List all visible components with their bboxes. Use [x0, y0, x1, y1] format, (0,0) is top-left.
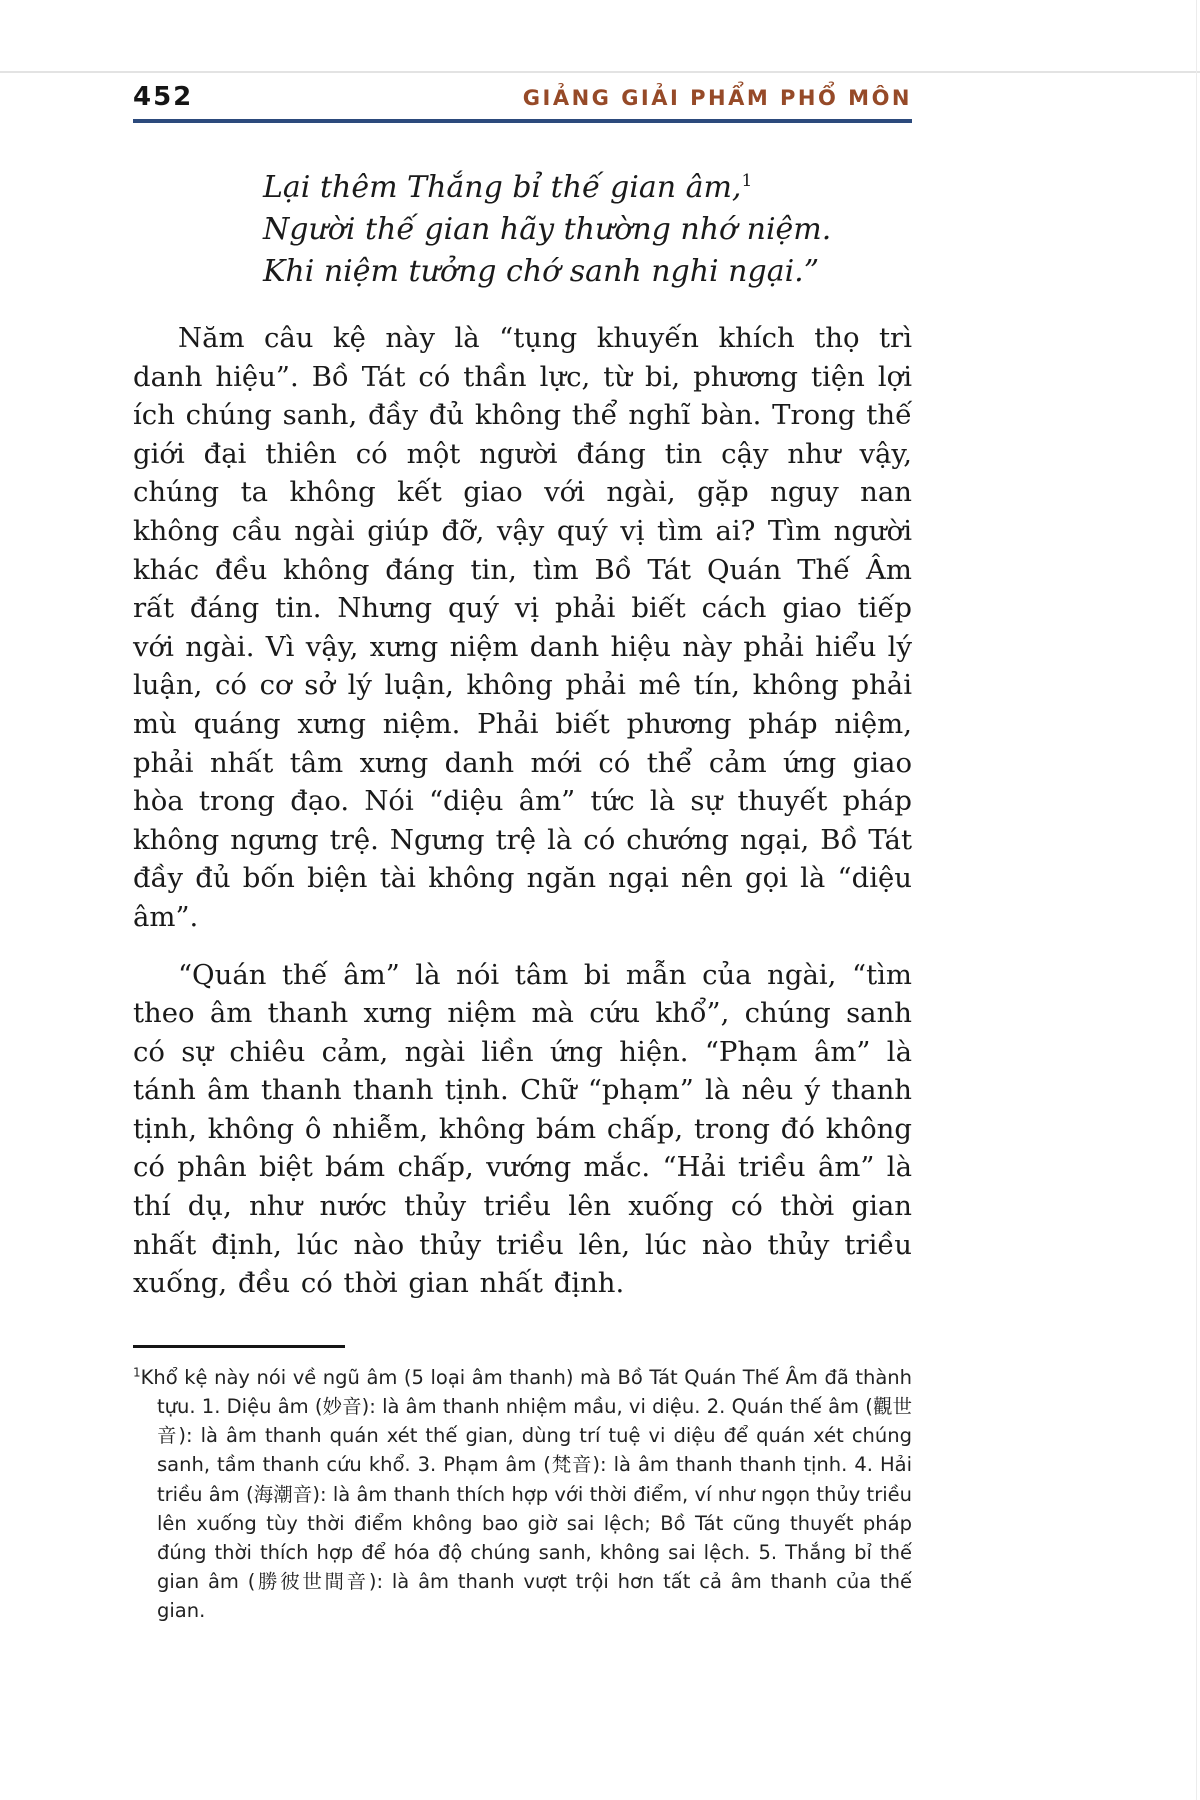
verse-line: [263, 209, 912, 251]
running-title: GIẢNG GIẢI PHẨM PHỔ MÔN: [522, 86, 912, 110]
body-paragraph-1: Năm câu kệ này là “tụng khuyến khích thọ trì danh hiệu”. Bồ Tát có thần lực, từ bi, phương tiện lợi ích chúng sanh, đầy đủ không thể nghĩ bàn. Trong thế giới đại thiên có một người đáng tin cậy như vậy, chúng ta không kết giao với ngài, gặp nguy nan không cầu ngài giúp đỡ, vậy quý vị tìm ai? Tìm người khác đều không đáng tin, tìm Bồ Tát Quán Thế Âm rất đáng tin. Nhưng quý vị phải biết cách giao tiếp với ngài. Vì vậy, xưng niệm danh hiệu này phải hiểu lý luận, có cơ sở lý luận, không phải mê tín, không phải mù quáng xưng niệm. Phải biết phương pháp niệm, phải nhất tâm xưng danh mới có thể cảm ứng giao hòa trong đạo. Nói “diệu âm” tức là sự thuyết pháp không ngưng trệ. Ngưng trệ là có chướng ngại, Bồ Tát đầy đủ bốn biện tài không ngăn ngại nên gọi là “diệu âm”.: [133, 322, 912, 933]
footnote-marker: 1: [133, 1365, 141, 1380]
footnote: [133, 1363, 912, 1626]
verse-line: [263, 251, 912, 293]
verse-line-text: Người thế gian hãy thường nhớ niệm.: [263, 212, 832, 247]
header-rule: [133, 119, 912, 123]
footnote-ref: 1: [741, 171, 753, 191]
body-paragraph-2: “Quán thế âm” là nói tâm bi mẫn của ngài, “tìm theo âm thanh xưng niệm mà cứu khổ”, chúng sanh có sự chiêu cảm, ngài liền ứng hiện. “Phạm âm” là tánh âm thanh thanh tịnh. Chữ “phạm” là nêu ý thanh tịnh, không ô nhiễm, không bám chấp, trong đó không có phân biệt bám chấp, vướng mắc. “Hải triều âm” là thí dụ, như nước thủy triều lên xuống có thời gian nhất định, lúc nào thủy triều lên, lúc nào thủy triều xuống, đều có thời gian nhất định.: [133, 958, 912, 1300]
page-number: 452: [133, 82, 194, 112]
footnote-text: Khổ kệ này nói về ngũ âm (5 loại âm thanh) mà Bồ Tát Quán Thế Âm đã thành tựu. 1. Diệu âm (妙音): là âm thanh nhiệm mầu, vi diệu. 2. Quán thế âm (觀世音): là âm thanh quán xét thế gian, dùng trí tuệ vi diệu để quán xét chúng sanh, tầm thanh cứu khổ. 3. Phạm âm (梵音): là âm thanh thanh tịnh. 4. Hải triều âm (海潮音): là âm thanh thích hợp với thời điểm, ví như ngọn thủy triều lên xuống tùy thời điểm không bao giờ sai lệch; Bồ Tát cũng thuyết pháp đúng thời thích hợp để hóa độ chúng sanh, không sai lệch. 5. Thắng bỉ thế gian âm (勝彼世間音): là âm thanh vượt trội hơn tất cả âm thanh của thế gian.: [140, 1365, 912, 1623]
running-header: [133, 82, 912, 112]
footnote-separator: [133, 1345, 345, 1348]
book-page: [133, 0, 912, 1626]
verse-block: [133, 167, 912, 293]
verse-line-text: Khi niệm tưởng chớ sanh nghi ngại.”: [263, 254, 820, 289]
page-right-edge: [1196, 0, 1197, 1800]
verse-line: [263, 167, 912, 209]
verse-line-text: Lại thêm Thắng bỉ thế gian âm,: [263, 170, 742, 205]
